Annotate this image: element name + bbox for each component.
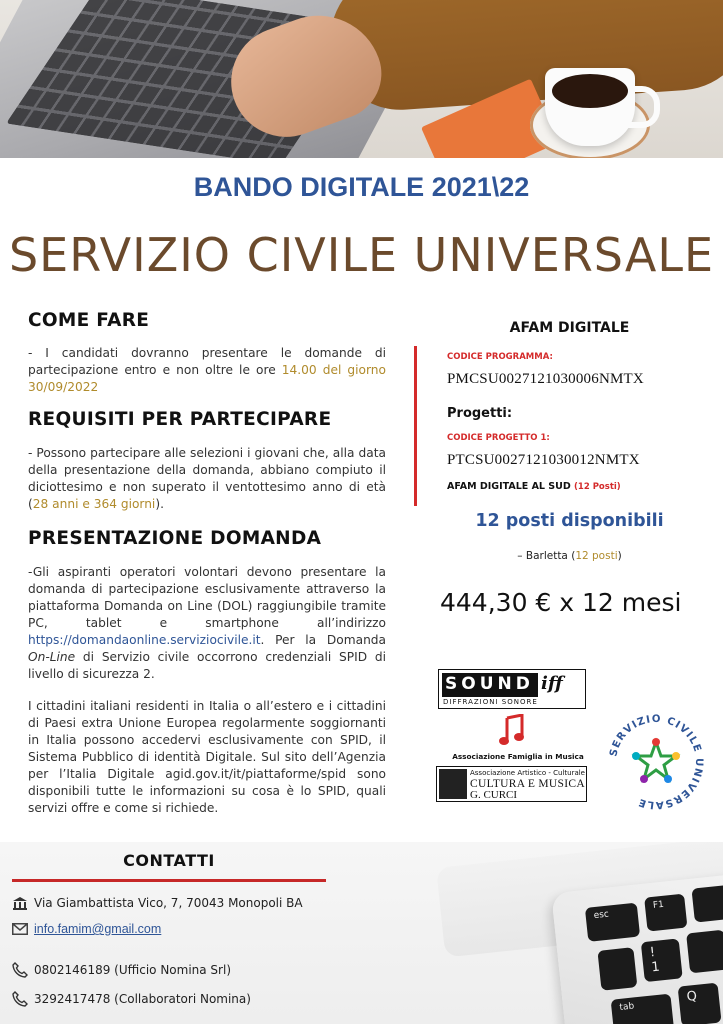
- contatti-heading: CONTATTI: [123, 851, 215, 870]
- key-1-top: !: [649, 944, 656, 961]
- page-title: SERVIZIO CIVILE UNIVERSALE: [8, 228, 715, 282]
- deadline-highlight: 14.00 del giorno 30/09/2022: [28, 363, 386, 394]
- bando-title: BANDO DIGITALE 2021\22: [193, 172, 530, 202]
- key-f2: [691, 885, 723, 923]
- curci-line-1: Associazione Artistico - Culturale: [470, 769, 585, 777]
- servizio-civile-logo: [606, 712, 706, 812]
- requisiti-text-b: ).: [155, 497, 164, 511]
- presentazione-p1-a: -Gli aspiranti operatori volontari devono presentare la domanda di partecipazione esclusivamente attraverso la piattaforma Domanda on Line (DOL) raggiungibile tramite PC, tablet e smartphone all’indirizzo: [28, 565, 386, 630]
- building-icon: [12, 896, 28, 910]
- hero-photo: [0, 0, 723, 158]
- dol-link[interactable]: https://domandaonline.serviziocivile.it: [28, 633, 261, 647]
- scu-star-icon: [636, 742, 676, 779]
- come-fare-text-a: - I candidati dovranno presentare le domande di partecipazione entro e non oltre le ore: [28, 346, 386, 377]
- soundiff-logo: [438, 669, 586, 709]
- afam-heading: AFAM DIGITALE: [509, 320, 630, 336]
- phone1-text: 0802146189 (Ufficio Nomina Srl): [34, 963, 231, 977]
- music-note-icon: [498, 714, 528, 748]
- codice-programma: PMCSU0027121030006NMTX: [447, 371, 644, 387]
- key-f1: F1: [644, 894, 687, 932]
- phone-icon: [12, 962, 28, 978]
- key-1: [641, 938, 683, 982]
- soundiff-logo-iff: iff: [541, 673, 563, 694]
- famiglia-logo-text: Associazione Famiglia in Musica: [452, 752, 584, 761]
- posti-disponibili: 12 posti disponibili: [475, 511, 664, 531]
- soundiff-logo-sub: DIFFRAZIONI SONORE: [443, 698, 538, 706]
- progetto-name-text: AFAM DIGITALE AL SUD: [447, 481, 571, 492]
- phone1-row: [12, 962, 231, 978]
- codice-progetto: PTCSU0027121030012NMTX: [447, 452, 640, 468]
- key-esc: esc: [585, 903, 640, 942]
- presentazione-p1-c: di Servizio civile occorrono credenziali SPID di livello di sicurezza 2.: [28, 650, 386, 681]
- contatti-underline: [12, 879, 326, 882]
- requisiti-text-a: - Possono partecipare alle selezioni i giovani che, alla data della presentazione della domanda, abbiano compiuto il diciottesimo e non superato il ventottesimo anno di età (: [28, 446, 386, 511]
- presentazione-heading: PRESENTAZIONE DOMANDA: [28, 528, 322, 549]
- age-highlight: 28 anni e 364 giorni: [32, 497, 156, 511]
- key-q: Q: [678, 983, 722, 1024]
- requisiti-text: [28, 445, 386, 513]
- scu-ring-text: SERVIZIO CIVILE UNIVERSALE: [608, 713, 705, 811]
- requisiti-heading: REQUISITI PER PARTECIPARE: [28, 409, 332, 430]
- curci-line-3: G. CURCI: [470, 789, 518, 801]
- key-1-bottom: 1: [650, 959, 661, 976]
- progetto-posti: (12 Posti): [574, 482, 621, 492]
- progetti-label: Progetti:: [447, 406, 513, 421]
- barletta-line: [447, 550, 692, 562]
- come-fare-text: [28, 345, 386, 396]
- phone-icon: [12, 991, 28, 1007]
- curci-line-2: CULTURA E MUSICA: [470, 778, 585, 790]
- codice-progetto-label: CODICE PROGETTO 1:: [447, 433, 550, 443]
- barletta-posti: 12 posti: [575, 550, 618, 562]
- barletta-a: – Barletta (: [517, 550, 576, 562]
- laptop-keyboard-image: [551, 872, 723, 1024]
- presentazione-p1-em: On-Line: [28, 650, 76, 664]
- address-row: [12, 896, 303, 910]
- progetto-name: [447, 481, 621, 492]
- codice-programma-label: CODICE PROGRAMMA:: [447, 352, 553, 362]
- presentazione-text-2: I cittadini italiani residenti in Italia o all’estero e i cittadini di Paesi extra Unione Europea regolarmente soggiornanti in Italia possono accedervi esclusivamente con SPID, il Sistema Pubblico di identità Digitale. Sul sito dell’Agenzia per l’Italia Digitale agid.gov.it/it/piattaforme/spid sono disponibili tutte le informazioni su cosa è lo SPID, quali servizi offre e come si richiede.: [28, 699, 386, 815]
- presentazione-text-1: [28, 564, 386, 683]
- key-tilde: [597, 947, 637, 991]
- curci-logo: [436, 766, 587, 802]
- key-2: [686, 930, 723, 974]
- key-tab: tab: [611, 994, 675, 1024]
- email-row: [12, 922, 161, 936]
- phone2-row: [12, 991, 251, 1007]
- cup-handle-image: [628, 86, 660, 128]
- price: 444,30 € x 12 mesi: [440, 588, 682, 617]
- coffee-image: [552, 74, 628, 108]
- barletta-c: ): [617, 550, 622, 562]
- phone2-text: 3292417478 (Collaboratori Nomina): [34, 992, 251, 1006]
- curci-emblem-icon: [439, 769, 467, 799]
- email-link[interactable]: info.famim@gmail.com: [34, 922, 162, 936]
- envelope-icon: [12, 923, 28, 935]
- come-fare-heading: COME FARE: [28, 310, 150, 331]
- presentazione-p1-b: . Per la Domanda: [260, 633, 386, 647]
- vertical-divider: [414, 346, 417, 506]
- soundiff-logo-text: SOUND: [445, 674, 534, 694]
- address-text: Via Giambattista Vico, 7, 70043 Monopoli BA: [34, 896, 303, 910]
